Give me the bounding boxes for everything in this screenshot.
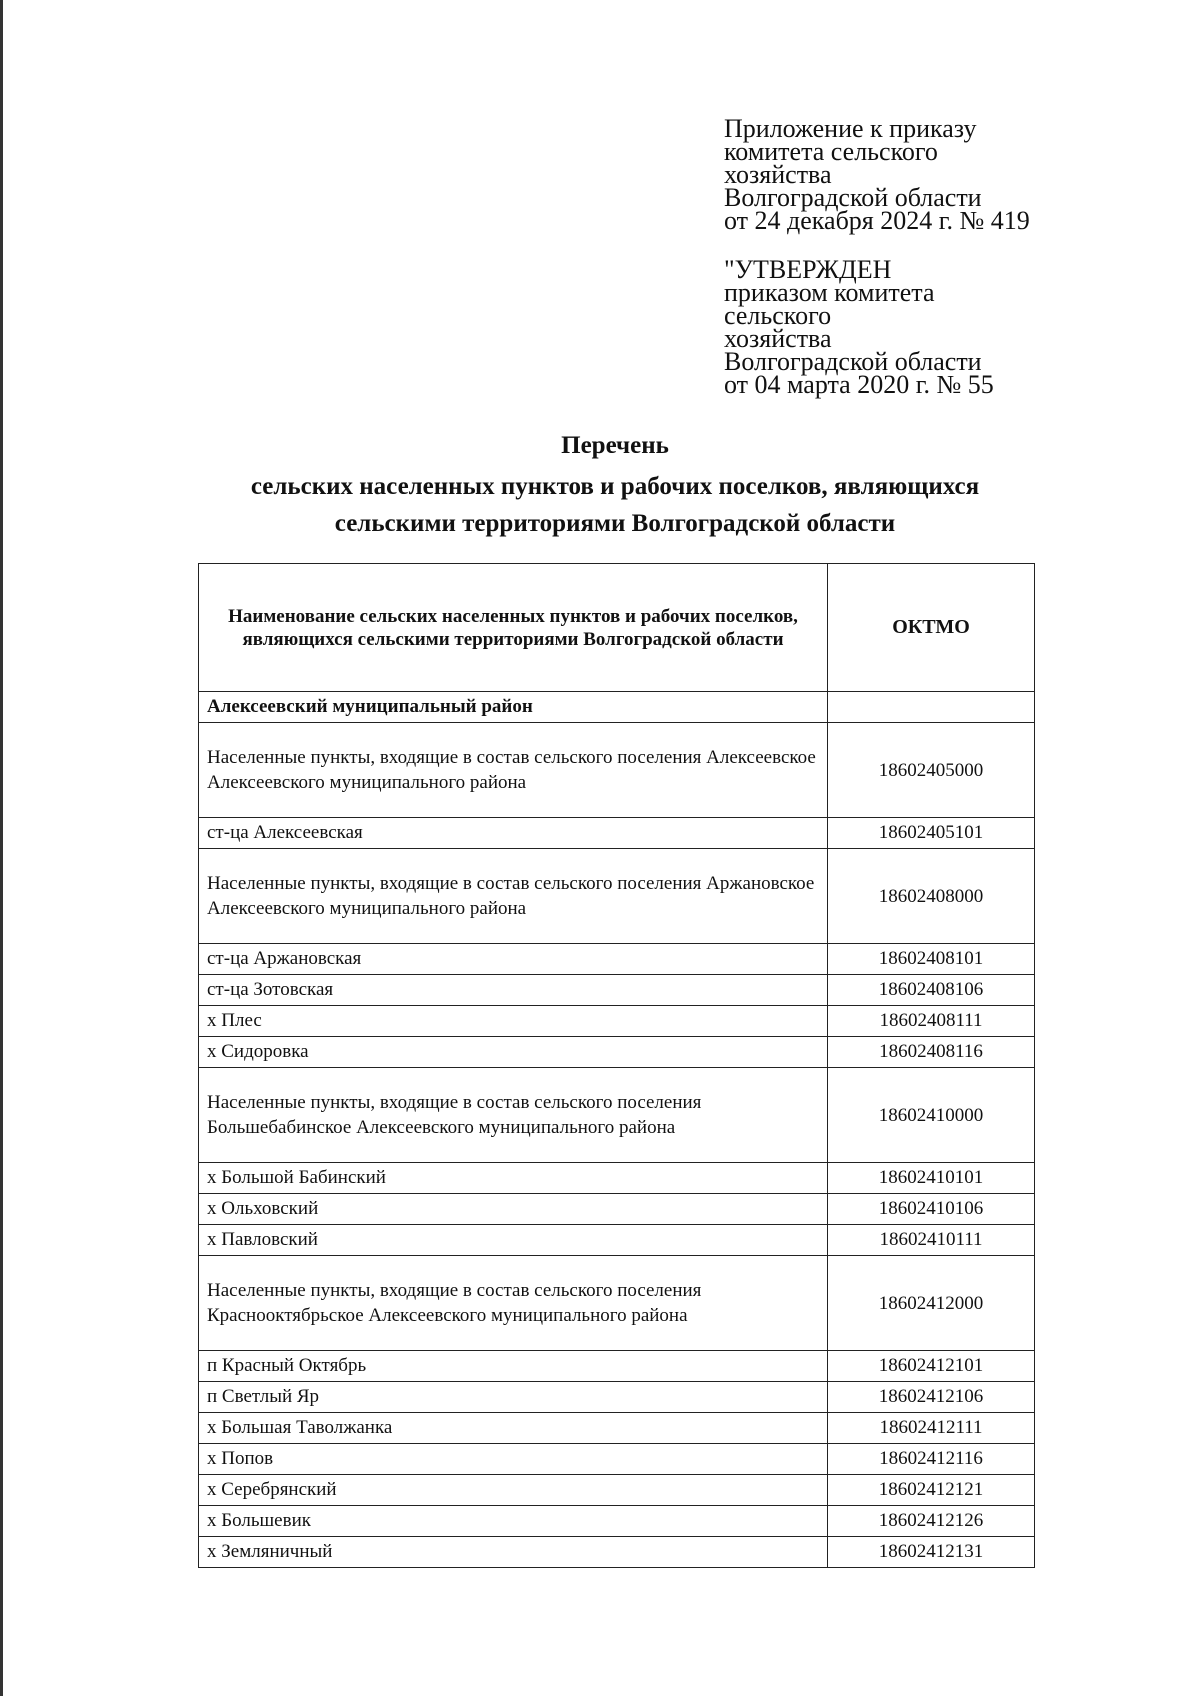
table-row <box>199 944 1035 975</box>
row-oktmo-cell: 18602412111 <box>828 1413 1035 1444</box>
approval-line: сельского <box>724 301 832 330</box>
approval-line: хозяйства <box>724 324 832 353</box>
row-oktmo-cell: 18602412126 <box>828 1506 1035 1537</box>
row-oktmo-cell <box>828 692 1035 723</box>
row-oktmo-cell: 18602408106 <box>828 975 1035 1006</box>
table-row <box>199 975 1035 1006</box>
approval-block <box>724 255 994 399</box>
table-row <box>199 1382 1035 1413</box>
column-header-name: Наименование сельских населенных пунктов и рабочих поселков, являющихся сельскими территориями Волгоградской области <box>199 564 828 692</box>
row-oktmo-cell: 18602405000 <box>828 723 1035 818</box>
table-row <box>199 1194 1035 1225</box>
row-name-cell: Населенные пункты, входящие в состав сельского поселения Большебабинское Алексеевского муниципального района <box>199 1068 828 1163</box>
row-name-cell: х Ольховский <box>199 1194 828 1225</box>
row-oktmo-cell: 18602410101 <box>828 1163 1035 1194</box>
settlement-row <box>199 1068 1035 1163</box>
row-name-cell: ст-ца Зотовская <box>199 975 828 1006</box>
table-body <box>199 692 1035 1568</box>
document-subtitle-line-1: сельских населенных пунктов и рабочих поселков, являющихся <box>250 473 980 500</box>
row-oktmo-cell: 18602408000 <box>828 849 1035 944</box>
row-oktmo-cell: 18602410000 <box>828 1068 1035 1163</box>
row-name-cell: ст-ца Алексеевская <box>199 818 828 849</box>
row-name-cell: п Светлый Яр <box>199 1382 828 1413</box>
row-name-cell: х Большевик <box>199 1506 828 1537</box>
row-name-cell: Населенные пункты, входящие в состав сельского поселения Краснооктябрьское Алексеевского муниципального района <box>199 1256 828 1351</box>
table-row <box>199 1413 1035 1444</box>
row-name-cell: ст-ца Аржановская <box>199 944 828 975</box>
row-oktmo-cell: 18602412121 <box>828 1475 1035 1506</box>
row-oktmo-cell: 18602412116 <box>828 1444 1035 1475</box>
table-row <box>199 1506 1035 1537</box>
appendix-block <box>724 114 1030 235</box>
row-name-cell: х Павловский <box>199 1225 828 1256</box>
row-oktmo-cell: 18602405101 <box>828 818 1035 849</box>
table-row <box>199 1351 1035 1382</box>
approval-line: от 04 марта 2020 г. № 55 <box>724 370 994 399</box>
table-row <box>199 818 1035 849</box>
row-name-cell: х Серебрянский <box>199 1475 828 1506</box>
table-row <box>199 1475 1035 1506</box>
table-row <box>199 1163 1035 1194</box>
table-header-row <box>199 564 1035 692</box>
settlement-row <box>199 849 1035 944</box>
approval-line: "УТВЕРЖДЕН <box>724 255 892 284</box>
row-oktmo-cell: 18602412106 <box>828 1382 1035 1413</box>
row-oktmo-cell: 18602408101 <box>828 944 1035 975</box>
row-name-cell: Населенные пункты, входящие в состав сельского поселения Алексеевское Алексеевского муниципального района <box>199 723 828 818</box>
row-oktmo-cell: 18602412131 <box>828 1537 1035 1568</box>
column-header-oktmo: ОКТМО <box>828 564 1035 692</box>
row-name-cell: х Попов <box>199 1444 828 1475</box>
document-title: Перечень <box>561 432 669 459</box>
settlements-table <box>198 563 1035 1568</box>
page-edge <box>0 0 3 1696</box>
row-oktmo-cell: 18602408111 <box>828 1006 1035 1037</box>
row-oktmo-cell: 18602410111 <box>828 1225 1035 1256</box>
appendix-line: комитета сельского <box>724 137 938 166</box>
row-name-cell: х Земляничный <box>199 1537 828 1568</box>
table-row <box>199 1037 1035 1068</box>
table-row <box>199 1444 1035 1475</box>
appendix-line: от 24 декабря 2024 г. № 419 <box>724 206 1030 235</box>
row-name-cell: х Сидоровка <box>199 1037 828 1068</box>
row-name-cell: х Плес <box>199 1006 828 1037</box>
table-row <box>199 1537 1035 1568</box>
row-oktmo-cell: 18602408116 <box>828 1037 1035 1068</box>
appendix-line: хозяйства <box>724 160 832 189</box>
row-name-cell: х Большой Бабинский <box>199 1163 828 1194</box>
row-name-cell: Населенные пункты, входящие в состав сельского поселения Аржановское Алексеевского муниципального района <box>199 849 828 944</box>
appendix-line: Волгоградской области <box>724 183 982 212</box>
row-name-cell: п Красный Октябрь <box>199 1351 828 1382</box>
appendix-line: Приложение к приказу <box>724 114 977 143</box>
row-oktmo-cell: 18602412000 <box>828 1256 1035 1351</box>
settlement-row <box>199 723 1035 818</box>
table-row <box>199 1225 1035 1256</box>
row-oktmo-cell: 18602410106 <box>828 1194 1035 1225</box>
row-name-cell: Алексеевский муниципальный район <box>199 692 828 723</box>
document-subtitle-line-2: сельскими территориями Волгоградской области <box>334 510 896 537</box>
settlement-row <box>199 1256 1035 1351</box>
approval-line: приказом комитета <box>724 278 935 307</box>
district-row <box>199 692 1035 723</box>
approval-line: Волгоградской области <box>724 347 982 376</box>
table-row <box>199 1006 1035 1037</box>
row-oktmo-cell: 18602412101 <box>828 1351 1035 1382</box>
row-name-cell: х Большая Таволжанка <box>199 1413 828 1444</box>
